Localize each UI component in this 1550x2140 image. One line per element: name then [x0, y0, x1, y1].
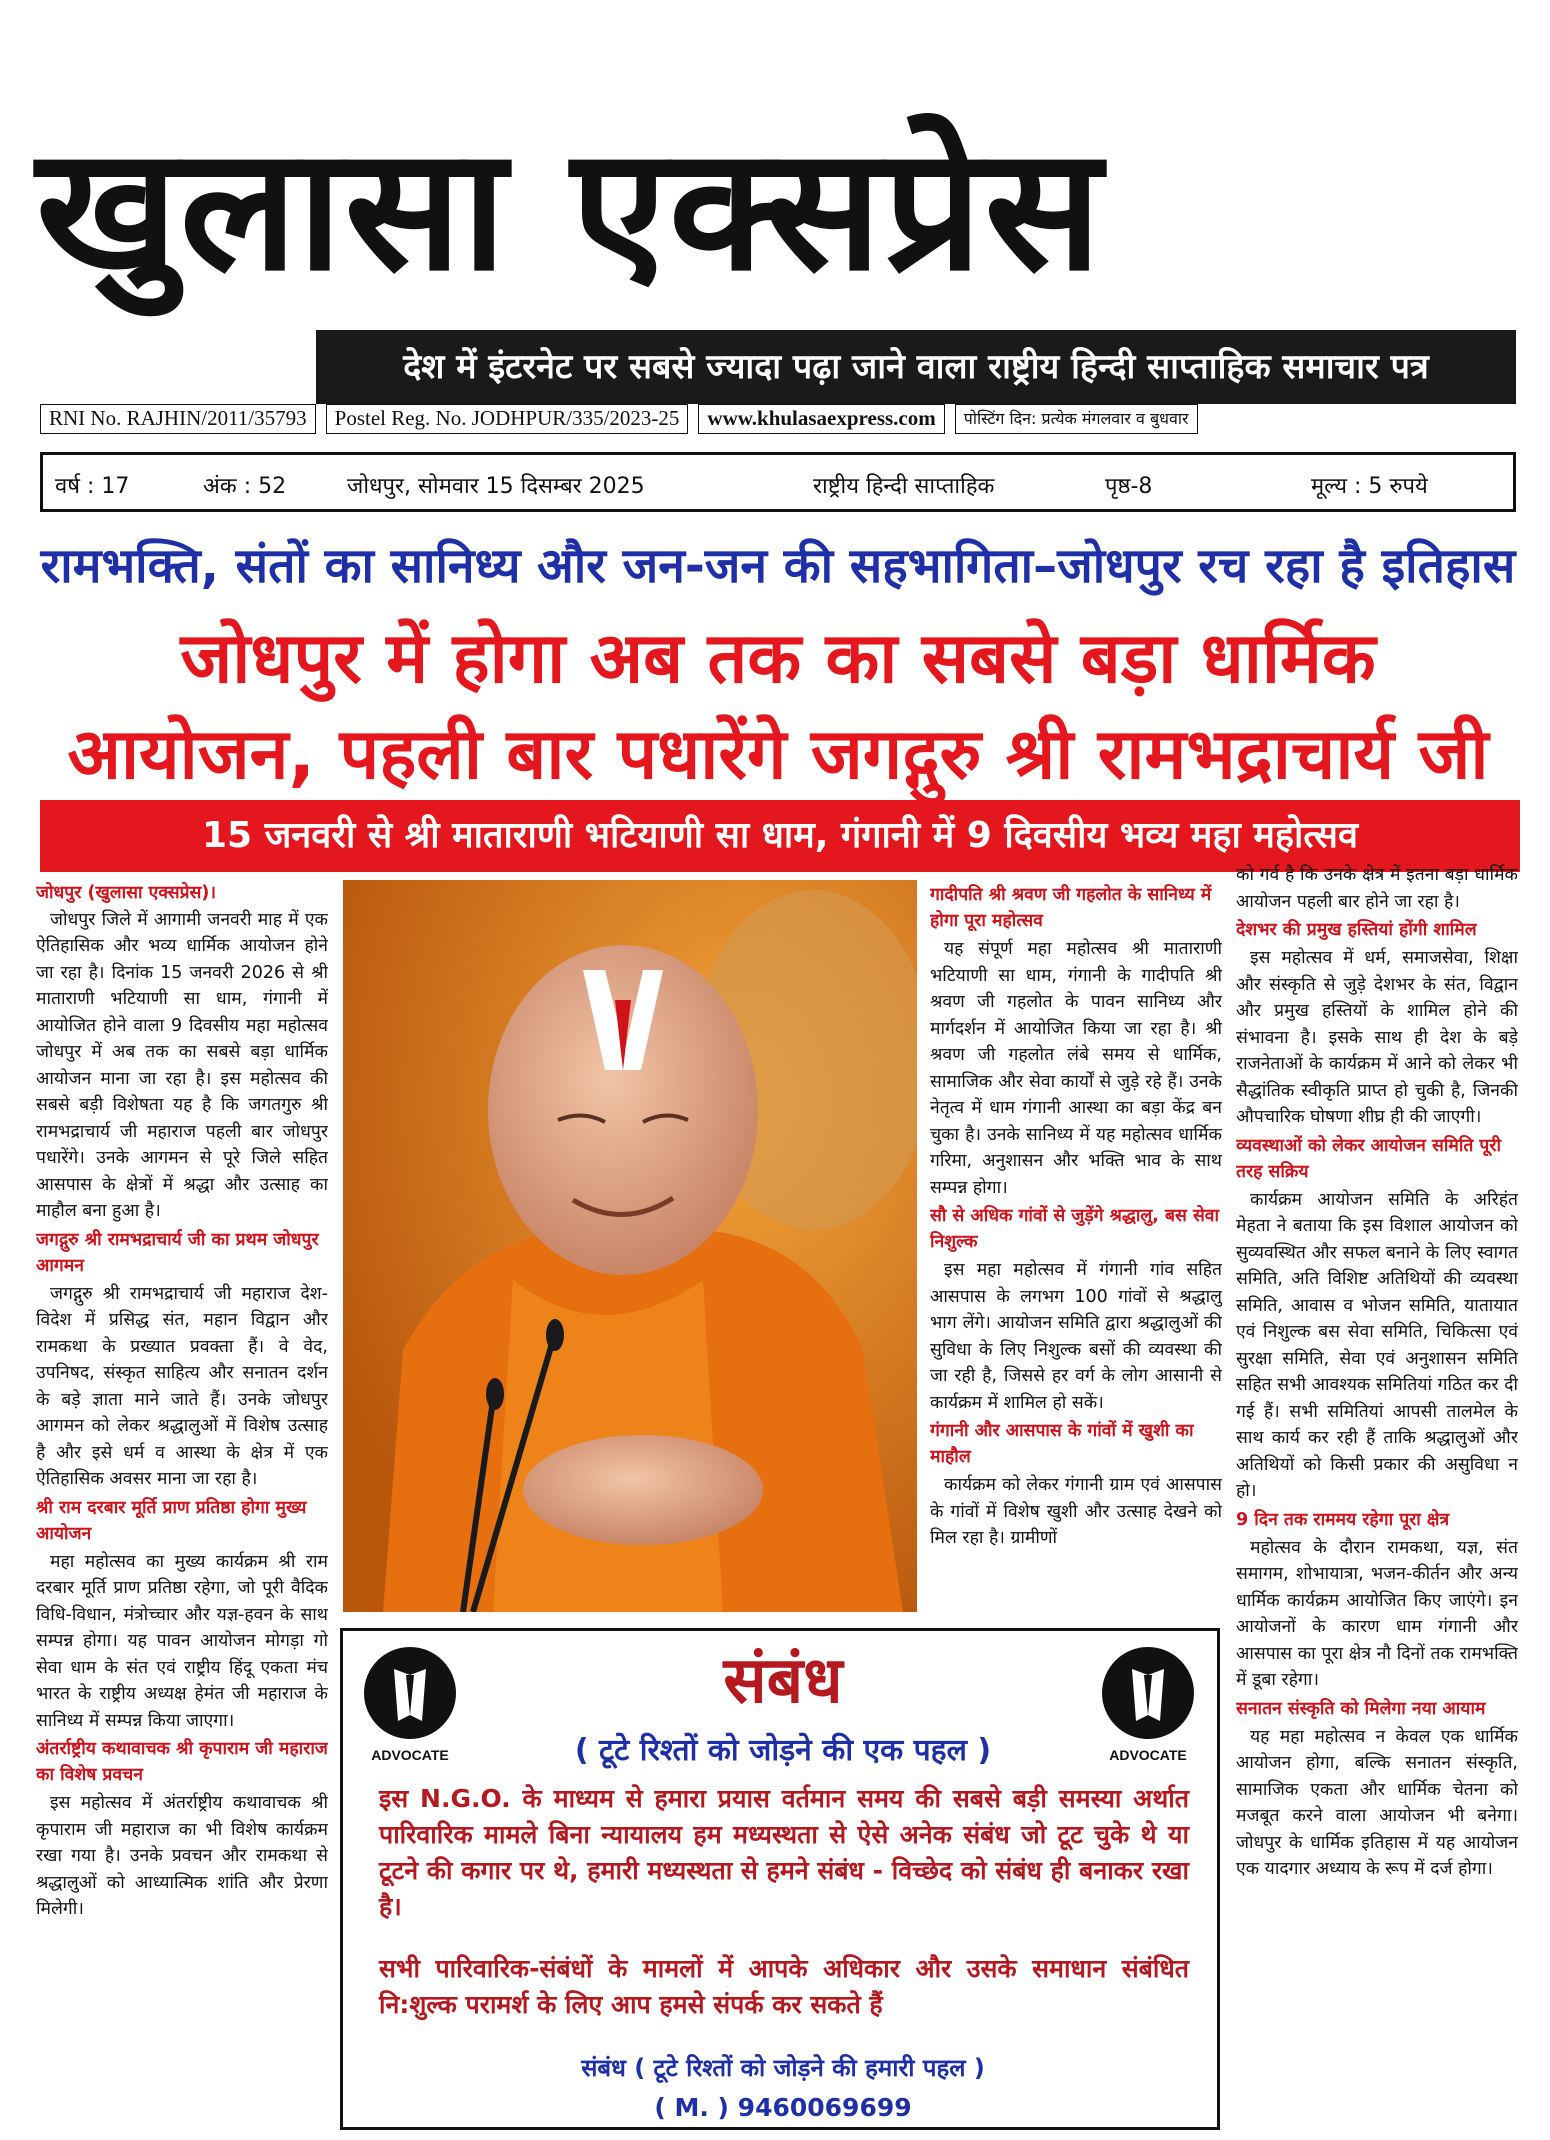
main-headline-line1: जोधपुर में होगा अब तक का सबसे बड़ा धार्मिक [180, 617, 1376, 699]
issue-date: जोधपुर, सोमवार 15 दिसम्बर 2025 [347, 474, 645, 499]
registration-bar [40, 404, 1516, 434]
subheading: जगद्गुरु श्री रामभद्राचार्य जी का प्रथम जोधपुर आगमन [36, 1229, 319, 1276]
subheading: गंगानी और आसपास के गांवों में खुशी का माहौल [930, 1421, 1194, 1467]
saint-photo-illustration [343, 880, 917, 1612]
newspaper-title: खुलासा एक्सप्रेस [36, 111, 1104, 309]
dateline: जोधपुर (खुलासा एक्सप्रेस)। [36, 883, 216, 903]
ad-subtitle: ( टूटे रिश्तों को जोड़ने की एक पहल ) [574, 1733, 992, 1768]
website-link[interactable]: www.khulasaexpress.com [698, 404, 944, 434]
article-paragraph: को गर्व है कि उनके क्षेत्र में इतना बड़ा धार्मिक आयोजन पहली बार होने जा रहा है। [1236, 865, 1518, 912]
subheading: सनातन संस्कृति को मिलेगा नया आयाम [1236, 1698, 1486, 1719]
rni-number: RNI No. RAJHIN/2011/35793 [40, 404, 316, 434]
page-number: पृष्ठ-8 [1105, 474, 1153, 499]
article-column-3 [930, 880, 1222, 1640]
article-paragraph: इस महा महोत्सव में गंगानी गांव सहित आसपास के लगभग 100 गांवों से श्रद्धालु भाग लेंगे। आयोजन समिति द्वारा श्रद्धालुओं की सुविधा के लिए निशुल्क बसों की व्यवस्था की जा रही है, जिससे हर वर्ग के लोग आसानी से कार्यक्रम में शामिल हो सकें। [930, 1260, 1222, 1413]
subheading: अंतर्राष्ट्रीय कथावाचक श्री कृपाराम जी महाराज का विशेष प्रवचन [36, 1739, 328, 1785]
price: मूल्य : 5 रुपये [1311, 474, 1428, 499]
article-paragraph: जोधपुर जिले में आगामी जनवरी माह में एक ऐतिहासिक और भव्य धार्मिक आयोजन होने जा रहा है। दिनांक 15 जनवरी 2026 से श्री माताराणी भटियाणी सा धाम, गंगानी में आयोजित होने वाला 9 दिवसीय महा महोत्सव जोधपुर में अब तक का सबसे बड़ा धार्मिक आयोजन माना जा रहा है। इस महोत्सव की सबसे बड़ी विशेषता यह है कि जगतगुरु श्री रामभद्राचार्य जी महाराज पहली बार जोधपुर पधारेंगे। उनके आगमन से पूरे जिले सहित आसपास के क्षेत्रों में श्रद्धा और उत्साह का माहौल बना हुआ है। [36, 909, 328, 1221]
article-paragraph: यह संपूर्ण महा महोत्सव श्री माताराणी भटियाणी सा धाम, गंगानी के गादीपति श्री श्रवण जी गहलोत के पावन सानिध्य और मार्गदर्शन में आयोजित किया जा रहा है। श्री श्रवण जी गहलोत लंबे समय से धार्मिक, सामाजिक और सेवा कार्यों से जुड़े रहे हैं। उनके नेतृत्व में धाम गंगानी आस्था का बड़ा केंद्र बन चुका है। उनके सानिध्य में यह महोत्सव धार्मिक गरिमा, अनुशासन और भक्ति भाव के साथ सम्पन्न होगा। [930, 939, 1222, 1198]
main-headline-line2: आयोजन, पहली बार पधारेंगे जगद्गुरु श्री रामभद्राचार्य जी [67, 713, 1489, 795]
article-column-4 [1236, 862, 1518, 2132]
ad-title: संबंध [723, 1644, 843, 1718]
article-paragraph: इस महोत्सव में धर्म, समाजसेवा, शिक्षा और संस्कृति से जुड़े देशभर के संत, विद्वान और प्रमुख हस्तियों के शामिल होने की संभावना है। इसके साथ ही देश के बड़े राजनेताओं के कार्यक्रम में आने को लेकर भी सैद्धांतिक स्वीकृति प्राप्त हो चुकी है, जिनकी औपचारिक घोषणा शीघ्र ही की जाएगी। [1236, 948, 1518, 1127]
issue-number: अंक : 52 [203, 474, 287, 499]
issue-year: वर्ष : 17 [55, 474, 130, 499]
issue-bar [40, 452, 1516, 512]
article-column-1 [36, 880, 328, 2130]
kicker-headline: रामभक्ति, संतों का सानिध्य और जन-जन की सहभागिता–जोधपुर रच रहा है इतिहास [40, 538, 1516, 594]
advocate-label: ADVOCATE [1109, 1747, 1187, 1763]
article-paragraph: कार्यक्रम आयोजन समिति के अरिहंत मेहता ने बताया कि इस विशाल आयोजन को सुव्यवस्थित और सफल बनाने के लिए स्वागत समिति, अति विशिष्ट अतिथियों की व्यवस्था समिति, आवास व भोजन समिति, यातायात एवं निशुल्क बस सेवा समिति, चिकित्सा एवं सुरक्षा समिति, सेवा एवं अनुशासन समिति सहित सभी आवश्यक समितियां गठित कर दी गई हैं। सभी समितियां आपसी तालमेल के साथ कार्य कर रही हैं ताकि श्रद्धालुओं और अतिथियों को किसी प्रकार की असुविधा न हो। [1236, 1189, 1518, 1501]
subheading: श्री राम दरबार मूर्ति प्राण प्रतिष्ठा होगा मुख्य आयोजन [36, 1497, 307, 1544]
article-paragraph: जगद्गुरु श्री रामभद्राचार्य जी महाराज देश-विदेश में प्रसिद्ध संत, महान विद्वान और रामकथा के प्रख्यात प्रवक्ता हैं। वे वेद, उपनिषद, संस्कृत साहित्य और सनातन दर्शन के बड़े ज्ञाता माने जाते हैं। उनके जोधपुर आगमन को लेकर श्रद्धालुओं में विशेष उत्साह है और इसे धर्म व आस्था के क्षेत्र में एक ऐतिहासिक अवसर माना जा रहा है। [36, 1283, 328, 1489]
posting-day: पोस्टिंग दिन: प्रत्येक मंगलवार व बुधवार [955, 404, 1198, 434]
saint-photo [343, 880, 917, 1612]
article-paragraph: महा महोत्सव का मुख्य कार्यक्रम श्री राम दरबार मूर्ति प्राण प्रतिष्ठा रहेगा, जो पूरी वैदिक विधि-विधान, मंत्रोच्चार और यज्ञ-हवन के साथ सम्पन्न होगा। यह पावन आयोजन मोगड़ा गो सेवा धाम के संत एवं राष्ट्रीय हिंदू एकता मंच भारत के राष्ट्रीय अध्यक्ष हेमंत जी महाराज के सानिध्य में सम्पन्न किया जाएगा। [36, 1551, 328, 1731]
headline-band: 15 जनवरी से श्री माताराणी भटियाणी सा धाम, गंगानी में 9 दिवसीय भव्य महा महोत्सव [40, 800, 1520, 872]
issue-type: राष्ट्रीय हिन्दी साप्ताहिक [813, 474, 995, 499]
article-paragraph: यह महा महोत्सव न केवल एक धार्मिक आयोजन होगा, बल्कि सनातन संस्कृति, सामाजिक एकता और धार्मिक चेतना को मजबूत करने वाला आयोजन भी बनेगा। जोधपुर के धार्मिक इतिहास में यह आयोजन एक यादगार अध्याय के रूप में दर्ज होगा। [1236, 1726, 1518, 1879]
subheading: देशभर की प्रमुख हस्तियां होंगी शामिल [1236, 920, 1477, 940]
subheading: 9 दिन तक राममय रहेगा पूरा क्षेत्र [1236, 1509, 1450, 1530]
tagline: देश में इंटरनेट पर सबसे ज्यादा पढ़ा जाने वाला राष्ट्रीय हिन्दी साप्ताहिक समाचार पत्र [316, 330, 1516, 404]
article-paragraph: महोत्सव के दौरान रामकथा, यज्ञ, संत समागम, शोभायात्रा, भजन-कीर्तन और अन्य धार्मिक कार्यक्रम आयोजित किए जाएंगे। इन आयोजनों के कारण धाम गंगानी और आसपास का पूरा क्षेत्र नौ दिनों तक रामभक्ति में डूबा रहेगा। [1236, 1537, 1518, 1690]
subheading: गादीपति श्री श्रवण जी गहलोत के सानिध्य में होगा पूरा महोत्सव [930, 885, 1212, 931]
article-paragraph: कार्यक्रम को लेकर गंगानी ग्राम एवं आसपास के गांवों में विशेष खुशी और उत्साह देखने को मिल रहा है। ग्रामीणों [930, 1475, 1222, 1548]
article-paragraph: इस महोत्सव में अंतर्राष्ट्रीय कथावाचक श्री कृपाराम जी महाराज का भी विशेष कार्यक्रम रखा गया है। उनके प्रवचन और रामकथा से श्रद्धालुओं को आध्यात्मिक शांति और प्रेरणा मिलेगी। [36, 1793, 328, 1919]
sambandh-advertisement [340, 1628, 1220, 2130]
advocate-label: ADVOCATE [371, 1747, 449, 1763]
ad-phone-number[interactable]: ( M. ) 9460069699 [654, 2093, 912, 2122]
ad-body-text: इस N.G.O. के माध्यम से हमारा प्रयास वर्तमान समय की सबसे बड़ी समस्या अर्थात पारिवारिक मामले बिना न्यायालय हम मध्यस्थता से ऐसे अनेक संबंध जो टूट चुके थे या टूटने की कगार पर थे, हमारी मध्यस्थता से हमने संबंध - विच्छेद को संबंध ही बनाकर रखा है। [379, 1784, 1189, 1921]
subheading: व्यवस्थाओं को लेकर आयोजन समिति पूरी तरह सक्रिय [1236, 1135, 1502, 1182]
ad-body-text-2: सभी पारिवारिक-संबंधों के मामलों में आपके अधिकार और उसके समाधान संबंधित नि:शुल्क परामर्श के लिए आप हमसे संपर्क कर सकते हैं [379, 1954, 1189, 2019]
postal-reg: Postel Reg. No. JODHPUR/335/2023-25 [326, 404, 689, 434]
ad-footer: संबंध ( टूटे रिश्तों को जोड़ने की हमारी पहल ) [581, 2054, 985, 2082]
subheading: सौ से अधिक गांवों से जुड़ेंगे श्रद्धालु, बस सेवा निशुल्क [930, 1206, 1220, 1252]
